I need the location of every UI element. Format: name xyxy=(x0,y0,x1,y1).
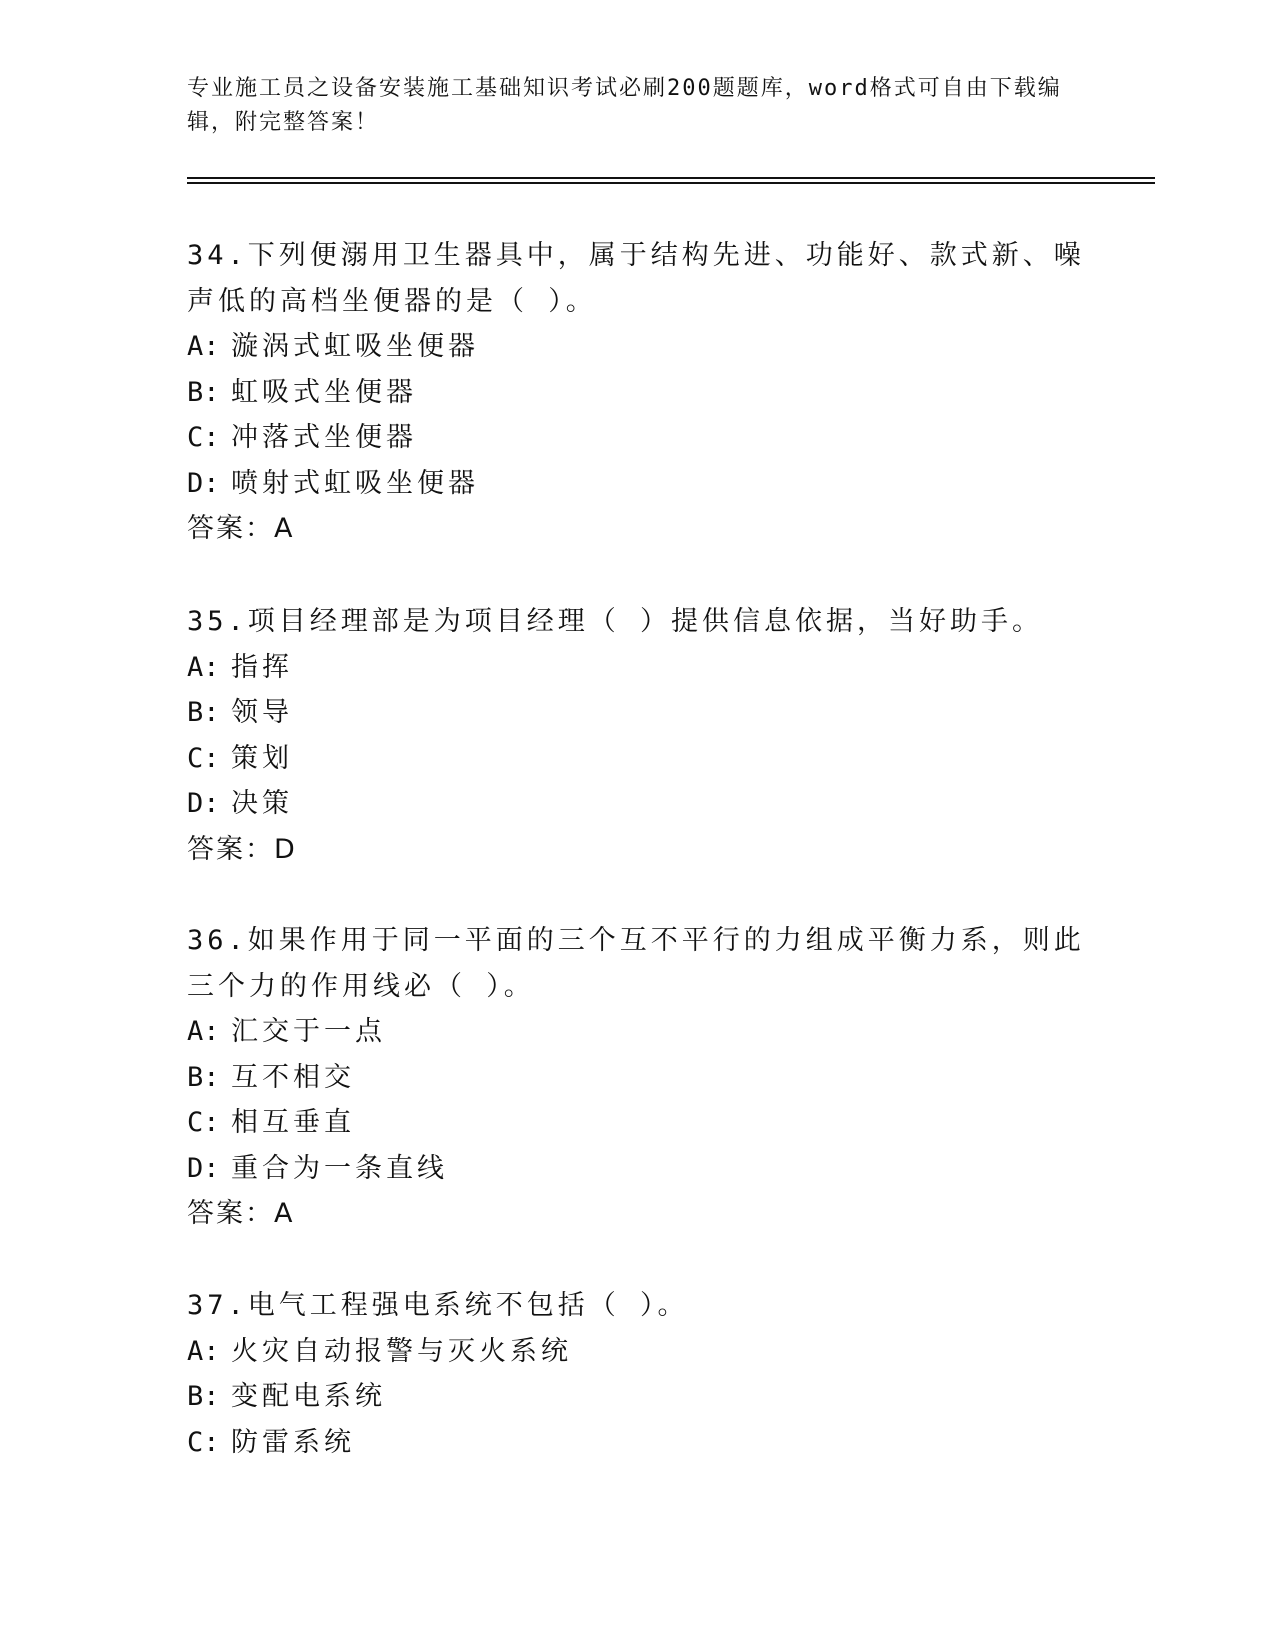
header-divider-top xyxy=(187,177,1155,179)
option-text: 互不相交 xyxy=(231,1061,355,1093)
question-stem: 36.如果作用于同一平面的三个互不平行的力组成平衡力系，则此三个力的作用线必（ ）。 xyxy=(187,925,1085,1002)
option-text: 重合为一条直线 xyxy=(231,1152,448,1184)
question-stem: 35.项目经理部是为项目经理（ ）提供信息依据，当好助手。 xyxy=(187,606,1044,637)
question-35 xyxy=(187,599,1087,872)
question-stem: 34.下列便溺用卫生器具中，属于结构先进、功能好、款式新、噪声低的高档坐便器的是（ ）。 xyxy=(187,240,1085,317)
option-key: C: xyxy=(187,1426,220,1458)
option-key: B: xyxy=(187,697,220,728)
option-key: C: xyxy=(187,742,220,774)
answer-line: 答案：A xyxy=(187,513,295,544)
option-d xyxy=(187,461,1087,507)
option-text: 火灾自动报警与灭火系统 xyxy=(231,1335,572,1367)
option-key: C: xyxy=(187,422,220,453)
option-key: D: xyxy=(187,788,220,819)
option-a xyxy=(187,1009,1087,1055)
header-divider-bottom xyxy=(187,182,1155,184)
document-header: 专业施工员之设备安装施工基础知识考试必刷200题题库，word格式可自由下载编辑，附完整答案！ xyxy=(187,76,1062,135)
option-key: A: xyxy=(187,1335,220,1367)
option-a xyxy=(187,645,1087,691)
option-key: B: xyxy=(187,376,220,408)
option-text: 防雷系统 xyxy=(231,1426,355,1458)
option-a xyxy=(187,1329,1087,1375)
option-b xyxy=(187,1055,1087,1101)
option-c xyxy=(187,1100,1087,1146)
option-b xyxy=(187,370,1087,416)
option-key: A: xyxy=(187,331,220,362)
answer-line: 答案：D xyxy=(187,833,297,865)
option-d xyxy=(187,781,1087,827)
option-text: 汇交于一点 xyxy=(231,1016,386,1047)
option-key: D: xyxy=(187,1152,220,1184)
option-text: 冲落式坐便器 xyxy=(231,422,417,453)
option-text: 指挥 xyxy=(231,651,293,683)
question-36 xyxy=(187,918,1087,1237)
option-d xyxy=(187,1146,1087,1192)
option-text: 相互垂直 xyxy=(231,1107,355,1138)
option-key: A: xyxy=(187,651,220,683)
option-a xyxy=(187,324,1087,370)
option-c xyxy=(187,736,1087,782)
question-34 xyxy=(187,233,1087,552)
option-text: 变配电系统 xyxy=(231,1381,386,1412)
option-text: 虹吸式坐便器 xyxy=(231,376,417,408)
option-b xyxy=(187,690,1087,736)
option-key: D: xyxy=(187,467,220,499)
option-key: A: xyxy=(187,1016,220,1047)
option-text: 策划 xyxy=(231,742,293,774)
option-text: 喷射式虹吸坐便器 xyxy=(231,467,479,499)
option-b xyxy=(187,1374,1087,1420)
question-stem: 37.电气工程强电系统不包括（ ）。 xyxy=(187,1290,689,1321)
option-text: 漩涡式虹吸坐便器 xyxy=(231,331,479,362)
option-c xyxy=(187,415,1087,461)
option-key: B: xyxy=(187,1061,220,1093)
option-key: B: xyxy=(187,1381,220,1412)
answer-line: 答案：A xyxy=(187,1198,295,1229)
option-c xyxy=(187,1420,1087,1466)
option-key: C: xyxy=(187,1107,220,1138)
option-text: 领导 xyxy=(231,697,293,728)
option-text: 决策 xyxy=(231,788,293,819)
question-37 xyxy=(187,1283,1087,1465)
